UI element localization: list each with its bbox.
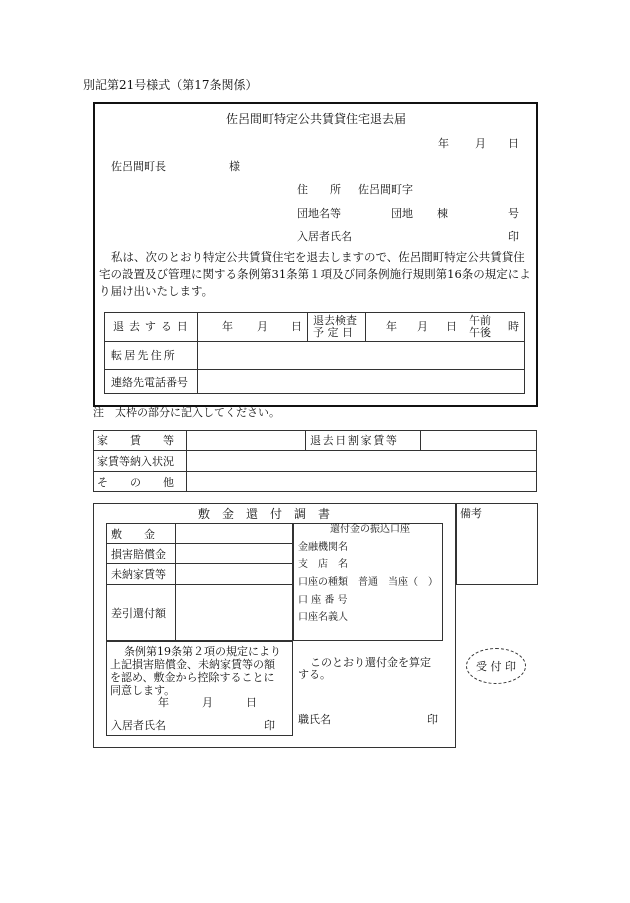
deposit-row-label: 敷 金	[111, 528, 155, 541]
consent-line-1: 条例第19条第２項の規定により	[124, 645, 281, 658]
am-label: 午前	[469, 314, 491, 327]
reception-stamp	[466, 648, 526, 684]
body-line-1: 私は、次のとおり特定公共賃貸住宅を退去しますので、佐呂間町特定公共賃貸住	[111, 250, 525, 264]
bank-institution-label: 金融機関名	[298, 542, 348, 553]
other-label: そ の 他	[97, 476, 174, 489]
deposit-title: 敷 金 還 付 調 書	[198, 507, 331, 521]
consent-date: 年 月 日	[158, 696, 257, 709]
official-seal: 印	[427, 713, 438, 726]
body-line-3: り届け出いたします。	[99, 284, 214, 298]
new-address-field[interactable]	[200, 343, 522, 368]
date-year: 年	[438, 137, 449, 150]
addressee: 佐呂間町長	[111, 160, 166, 173]
account-holder-label: 口座名義人	[298, 612, 348, 623]
moveout-year: 年	[222, 320, 233, 333]
complex-unit: 団地	[391, 207, 413, 220]
calc-line-1: このとおり還付金を算定	[310, 656, 431, 669]
official-name-label: 職氏名	[298, 713, 331, 726]
addressee-suffix: 様	[229, 160, 240, 173]
inspection-label-1: 退去検査	[313, 314, 357, 327]
complex-label: 団地名等	[297, 207, 341, 220]
account-type-label: 口座の種類 普通 当座（ ）	[298, 577, 438, 588]
unpaid-rent-row-label: 未納家賃等	[111, 568, 166, 581]
date-month: 月	[475, 137, 486, 150]
inspection-label-2: 予 定 日	[313, 326, 353, 339]
consent-resident-name-label: 入居者氏名	[111, 719, 166, 732]
payment-status-label: 家賃等納入状況	[97, 455, 174, 468]
reception-stamp-label: 受 付 印	[476, 660, 516, 673]
consent-line-2: 上記損害賠償金、未納家賃等の額	[110, 658, 275, 671]
account-number-label: 口 座 番 号	[298, 595, 348, 606]
moveout-day: 日	[291, 320, 302, 333]
rent-label: 家 賃 等	[97, 434, 174, 447]
address-value[interactable]: 佐呂間町字	[358, 183, 413, 196]
resident-seal: 印	[508, 230, 519, 243]
moveout-date-label: 退去する日	[113, 320, 193, 333]
inspection-year: 年	[386, 320, 397, 333]
remarks-label: 備考	[460, 507, 482, 520]
consent-seal: 印	[264, 719, 275, 732]
inspection-month: 月	[417, 320, 428, 333]
consent-line-3: を認め、敷金から控除することに	[110, 671, 275, 684]
damages-row-label: 損害賠償金	[111, 548, 166, 561]
form-reference: 別記第21号様式（第17条関係）	[83, 78, 258, 92]
phone-label: 連絡先電話番号	[111, 376, 188, 389]
hour-label: 時	[508, 320, 519, 333]
pm-label: 午後	[469, 326, 491, 339]
prorated-rent-label: 退去日割家賃等	[310, 434, 399, 447]
refund-amount-row-label: 差引還付額	[111, 607, 166, 620]
address-label: 住 所	[297, 183, 341, 196]
inspection-day: 日	[446, 320, 457, 333]
note: 注 太枠の部分に記入してください。	[93, 406, 280, 419]
bank-branch-label: 支 店 名	[298, 559, 348, 570]
body-line-2: 宅の設置及び管理に関する条例第31条第１項及び同条例施行規則第16条の規定によ	[99, 267, 531, 281]
resident-label: 入居者氏名	[297, 230, 352, 243]
phone-field[interactable]	[200, 371, 522, 393]
form-title: 佐呂間町特定公共賃貸住宅退去届	[226, 112, 407, 126]
calc-line-2: する。	[298, 668, 331, 681]
number-unit: 号	[508, 207, 519, 220]
date-day: 日	[508, 137, 519, 150]
consent-line-4: 同意します。	[110, 684, 176, 697]
building-unit: 棟	[437, 207, 448, 220]
moveout-month: 月	[257, 320, 268, 333]
bank-header: 還付金の振込口座	[330, 524, 410, 535]
new-address-label: 転居先住所	[111, 349, 177, 362]
